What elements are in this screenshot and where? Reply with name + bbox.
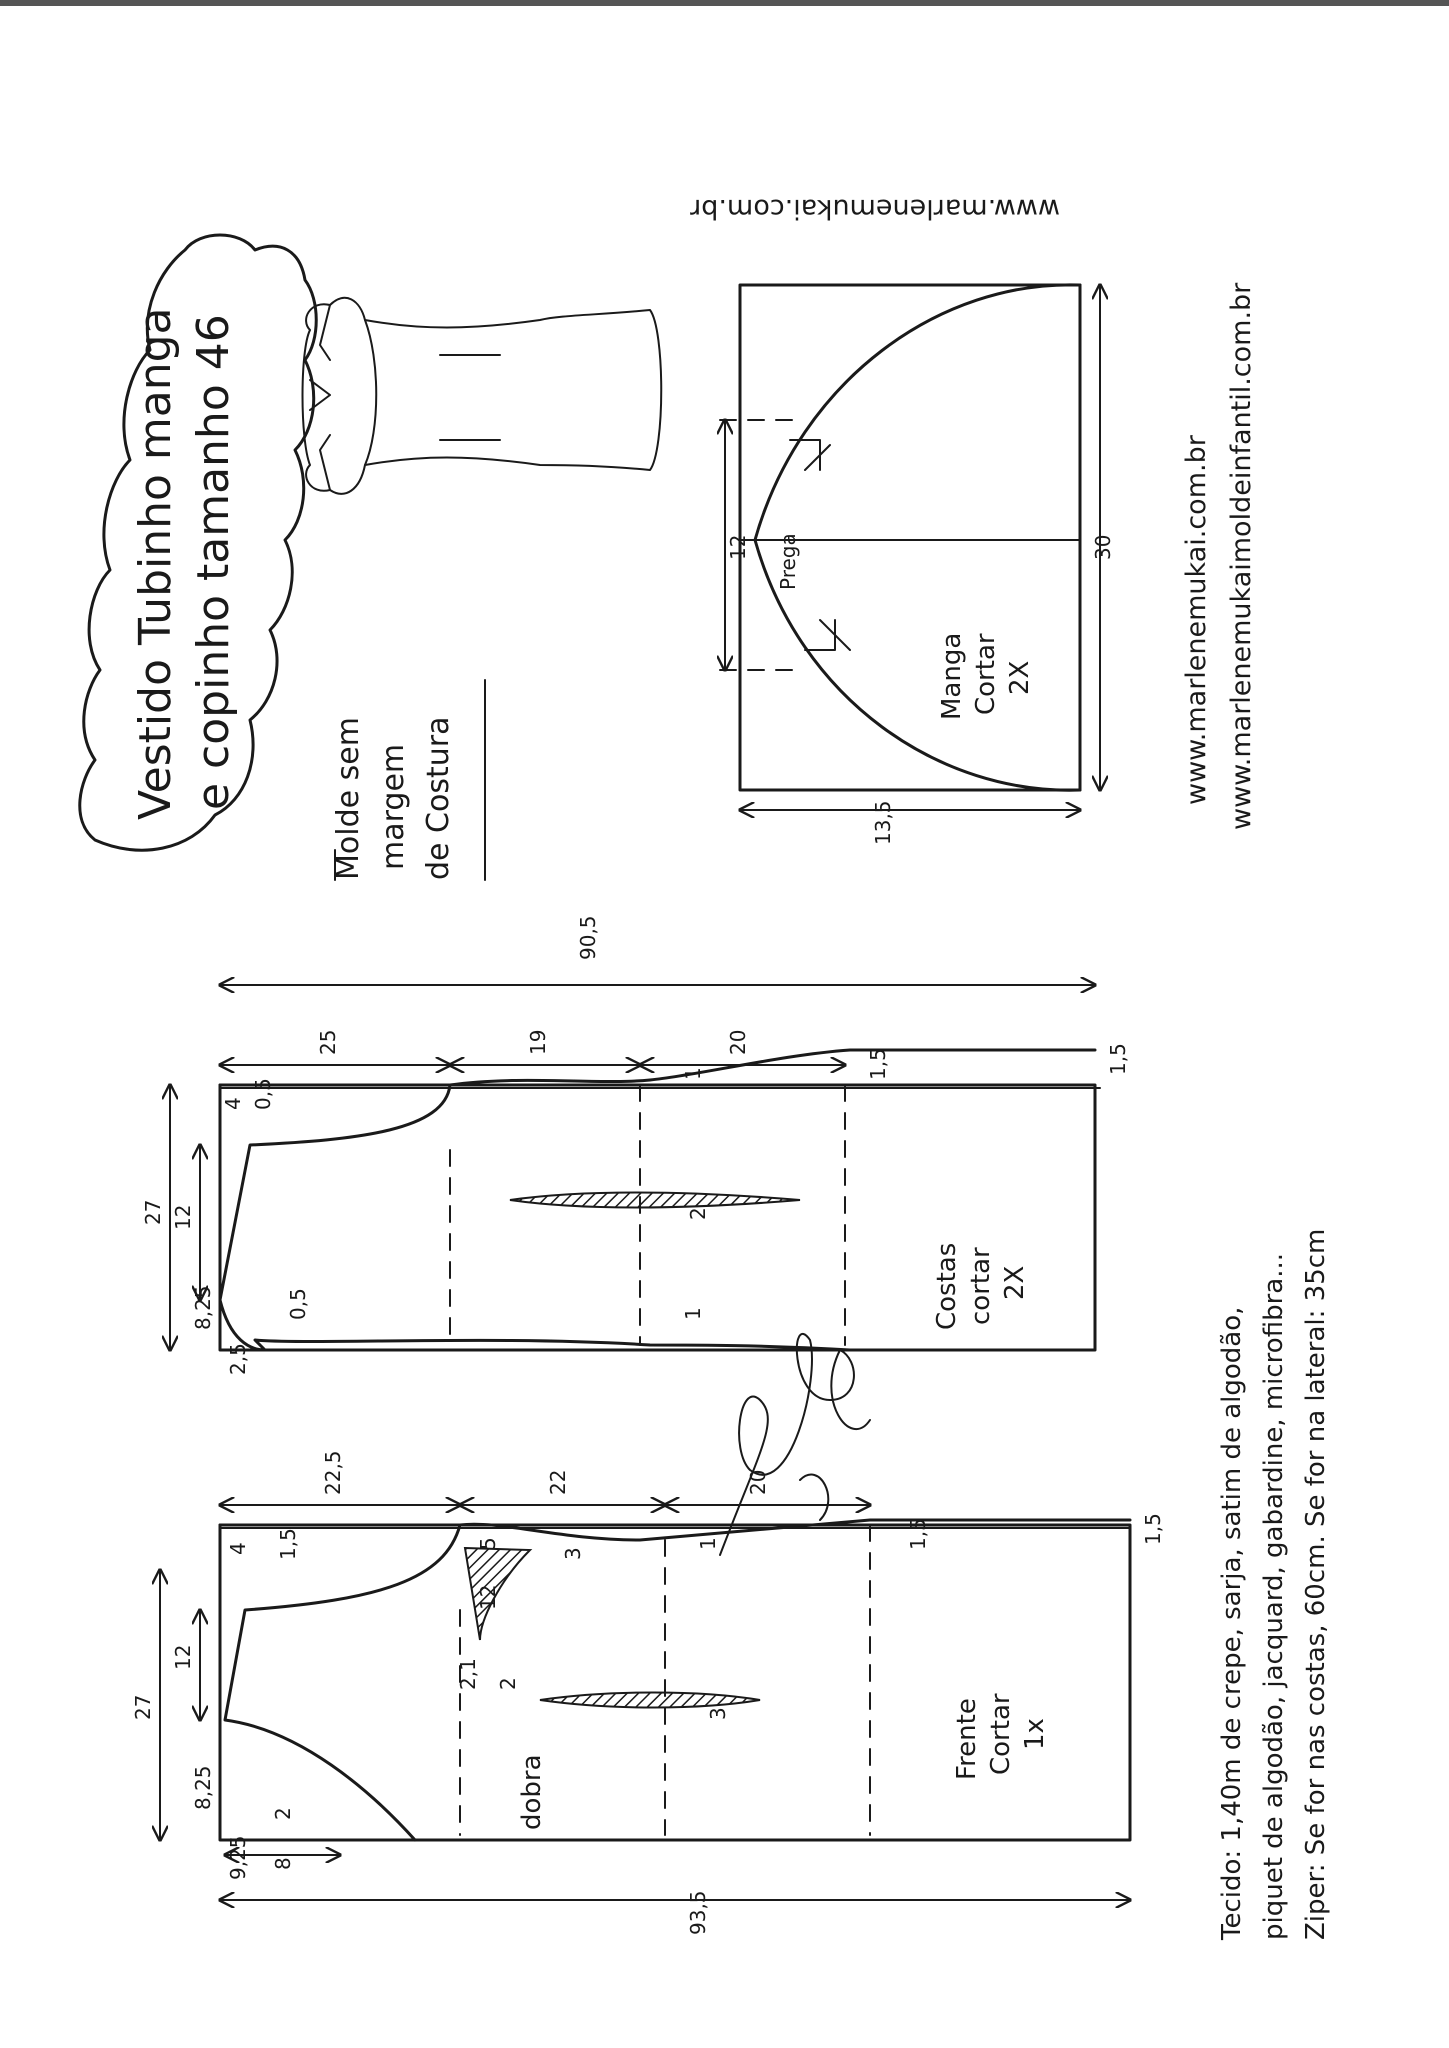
sleeve-prega: Prega — [776, 533, 800, 590]
side-url-2: www.marlenemukaimoldeinfantil.com.br — [1226, 282, 1257, 830]
front-dim-22: 22 — [546, 1469, 570, 1495]
back-label-2: cortar — [966, 1247, 996, 1325]
dress-sketch — [303, 298, 662, 494]
back-dim-1-5b: 1,5 — [1106, 1043, 1130, 1075]
scan-edge — [0, 0, 1449, 6]
back-label-3: 2X — [1000, 1265, 1030, 1300]
back-dim-1-5a: 1,5 — [866, 1048, 890, 1080]
front-dim-2b: 2 — [496, 1677, 520, 1690]
front-dim-1-5b: 1,5 — [906, 1518, 930, 1550]
front-dim-12a: 12 — [171, 1644, 195, 1670]
note-line-3: de Costura — [421, 716, 456, 880]
back-dim-1a: 1 — [681, 1067, 705, 1080]
front-dim-total: 93,5 — [686, 1890, 710, 1935]
front-label-3: 1x — [1020, 1718, 1050, 1750]
front-dim-2a: 2 — [271, 1807, 295, 1820]
front-dim-1-5a: 1,5 — [276, 1528, 300, 1560]
back-dim-4: 4 — [221, 1097, 245, 1110]
back-dim-2: 2 — [686, 1207, 710, 1220]
side-url-1: www.marlenemukai.com.br — [1181, 435, 1212, 805]
title-line-1: Vestido Tubinho manga — [130, 307, 181, 820]
front-dim-4: 4 — [226, 1542, 250, 1555]
back-dim-25: 25 — [316, 1029, 340, 1055]
fabric-line-2: piquet de algodão, jacquard, gabardine, microfibra... — [1259, 1252, 1289, 1940]
front-label-2: Cortar — [986, 1693, 1016, 1775]
back-dim-8-25: 8,25 — [191, 1285, 215, 1330]
fabric-notes — [1217, 1229, 1331, 1941]
front-fold: dobra — [517, 1754, 547, 1830]
front-dim-22-5: 22,5 — [321, 1450, 345, 1495]
front-dim-5: 5 — [476, 1537, 500, 1550]
sleeve-label-3: 2X — [1005, 660, 1035, 695]
sleeve-dim-gap: 12 — [726, 534, 750, 560]
back-dim-0-5b: 0,5 — [286, 1288, 310, 1320]
back-dim-2-5: 2,5 — [226, 1343, 250, 1375]
sleeve-label-2: Cortar — [971, 633, 1001, 715]
sleeve-dim-height: 30 — [1091, 534, 1115, 560]
front-label-1: Frente — [952, 1698, 982, 1780]
title-line-2: e copinho tamanho 46 — [188, 314, 239, 810]
back-pattern — [141, 915, 1130, 1375]
back-label-1: Costas — [932, 1242, 962, 1330]
front-pattern — [131, 1450, 1165, 1935]
title-text — [130, 307, 239, 820]
front-dim-9-25: 9,25 — [226, 1835, 250, 1880]
front-dim-1-5c: 1,5 — [1141, 1513, 1165, 1545]
back-dim-1b: 1 — [681, 1307, 705, 1320]
front-dim-1: 1 — [696, 1537, 720, 1550]
fabric-line-1: Tecido: 1,40m de crepe, sarja, satim de algodão, — [1217, 1306, 1247, 1940]
sleeve-pattern — [720, 285, 1115, 845]
back-dim-19: 19 — [526, 1029, 550, 1055]
front-dim-8: 8 — [271, 1857, 295, 1870]
back-dim-0-5a: 0,5 — [251, 1078, 275, 1110]
back-dim-12: 12 — [171, 1204, 195, 1230]
front-dim-3b: 3 — [706, 1707, 730, 1720]
front-dim-2-1: 2,1 — [456, 1658, 480, 1690]
front-dim-27: 27 — [131, 1694, 155, 1720]
sleeve-dim-width: 13,5 — [871, 800, 895, 845]
sleeve-label-1: Manga — [937, 632, 967, 720]
fabric-line-3: Ziper: Se for nas costas, 60cm. Se for na lateral: 35cm — [1301, 1228, 1331, 1940]
front-dim-20: 20 — [746, 1469, 770, 1495]
note-line-2: margem — [376, 743, 411, 870]
front-dim-8-25: 8,25 — [191, 1765, 215, 1810]
note-line-1: Molde sem — [331, 717, 366, 880]
back-dim-20: 20 — [726, 1029, 750, 1055]
front-dim-3a: 3 — [561, 1547, 585, 1560]
seam-note — [331, 717, 456, 880]
front-dim-12b: 12 — [476, 1584, 500, 1610]
back-dim-27: 27 — [141, 1199, 165, 1225]
back-dim-total: 90,5 — [576, 915, 600, 960]
mirrored-url: www.marlenemukai.com.br — [690, 193, 1060, 224]
